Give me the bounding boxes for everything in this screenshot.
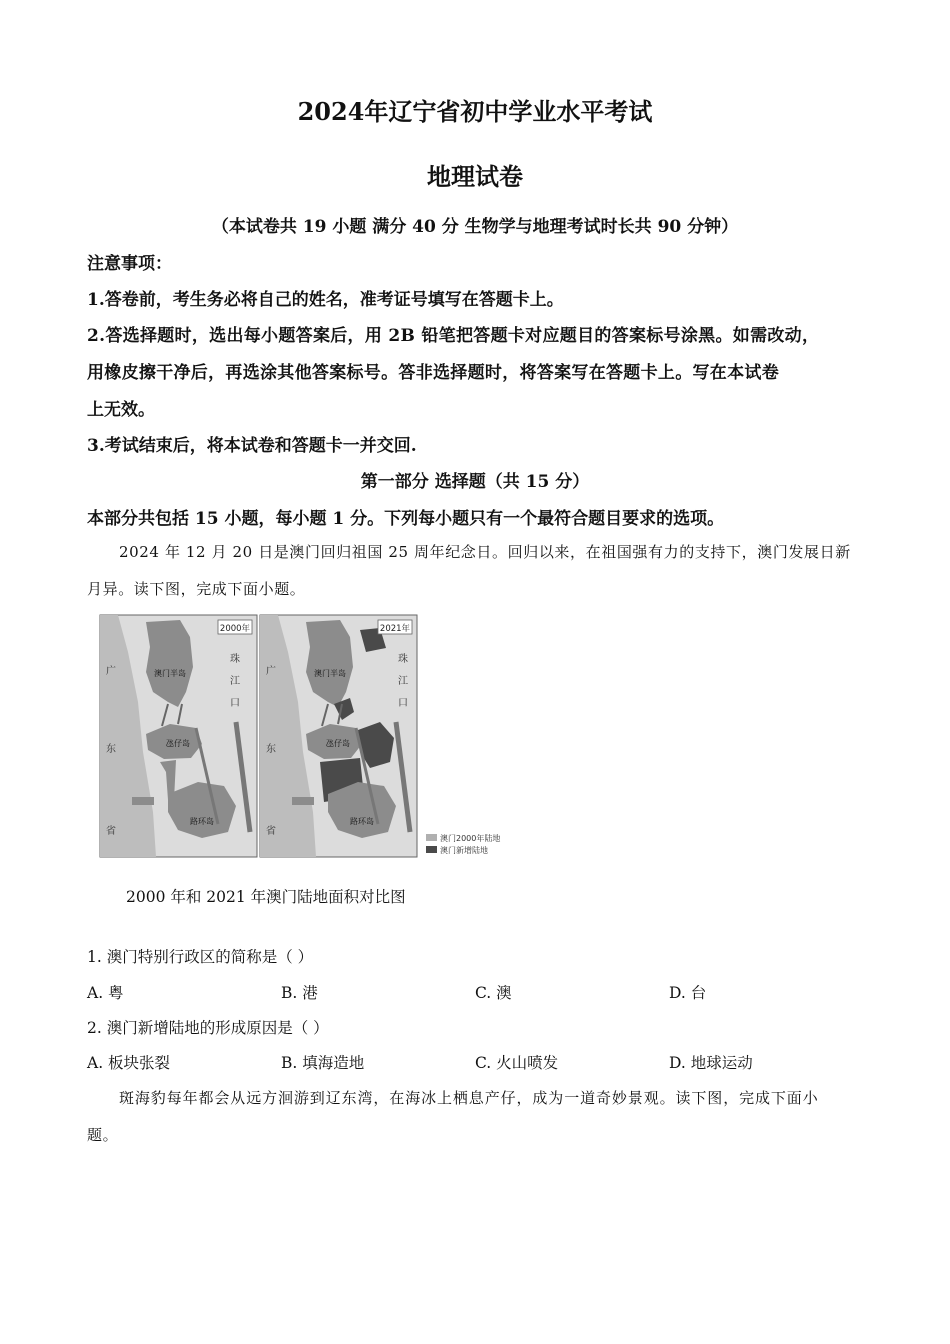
label-peninsula-left: 澳门半岛 [154, 669, 186, 678]
passage1-line-2: 月异。读下图，完成下面小题。 [87, 580, 306, 598]
label-taipa-right: 氹仔岛 [326, 739, 350, 748]
question-2-stem: 2. 澳门新增陆地的形成原因是（ ） [87, 1019, 329, 1037]
label-sheng-left: 省 [106, 826, 116, 837]
label-guang-left: 广 [106, 666, 116, 677]
label-jiang-left: 江 [230, 676, 240, 687]
notice-item-3: 3.考试结束后，将本试卷和答题卡一并交回. [87, 436, 417, 456]
question-2-option-a: A. 板块张裂 [87, 1054, 171, 1072]
coloane-land-2021 [328, 782, 396, 838]
question-2-option-c: C. 火山喷发 [475, 1054, 559, 1072]
exam-info: （本试卷共 19 小题 满分 40 分 生物学与地理考试时长共 90 分钟） [211, 217, 739, 237]
part1-intro: 本部分共包括 15 小题，每小题 1 分。下列每小题只有一个最符合题目要求的选项。 [87, 509, 725, 529]
label-peninsula-right: 澳门半岛 [314, 669, 346, 678]
map-legend [426, 833, 500, 855]
label-coloane-right: 路环岛 [350, 817, 374, 826]
exam-subtitle: 地理试卷 [427, 162, 523, 191]
question-1-stem: 1. 澳门特别行政区的简称是（ ） [87, 948, 314, 966]
notice-item-2-line-3: 上无效。 [87, 400, 155, 420]
legend-label-2000: 澳门2000年陆地 [440, 834, 501, 843]
map-panel-2021 [260, 615, 417, 857]
label-zhu-right: 珠 [398, 654, 408, 665]
label-guang-right: 广 [266, 666, 276, 677]
label-dong-left: 东 [106, 744, 116, 755]
year-label-2000: 2000年 [219, 624, 251, 634]
map-panel-2000 [100, 615, 257, 857]
macau-land-map-figure [98, 612, 538, 862]
notice-item-1: 1.答卷前，考生务必将自己的姓名，准考证号填写在答题卡上。 [87, 290, 564, 310]
legend-swatch-2000 [426, 834, 437, 841]
label-taipa-left: 氹仔岛 [166, 739, 190, 748]
question-1-option-a: A. 粤 [87, 984, 124, 1002]
year-label-2021: 2021年 [379, 624, 411, 634]
label-coloane-left: 路环岛 [190, 817, 214, 826]
label-kou-right: 口 [398, 698, 408, 709]
question-1-option-d: D. 台 [669, 984, 707, 1002]
part1-heading: 第一部分 选择题（共 15 分） [360, 472, 590, 492]
figure-caption: 2000 年和 2021 年澳门陆地面积对比图 [126, 888, 406, 906]
question-1-option-b: B. 港 [281, 984, 318, 1002]
notice-item-2-line-1: 2.答选择题时，选出每小题答案后，用 2B 铅笔把答题卡对应题目的答案标号涂黑。如需改动， [87, 326, 820, 346]
question-2-option-d: D. 地球运动 [669, 1054, 753, 1072]
question-2-option-b: B. 填海造地 [281, 1054, 365, 1072]
exam-title: 2024年辽宁省初中学业水平考试 [297, 97, 653, 126]
label-zhu-left: 珠 [230, 654, 240, 665]
label-sheng-right: 省 [266, 826, 276, 837]
passage2-line-2: 题。 [87, 1126, 119, 1144]
coloane-land-2000 [168, 782, 236, 838]
notice-item-2-line-2: 用橡皮擦干净后，再选涂其他答案标号。答非选择题时，将答案写在答题卡上。写在本试卷 [87, 363, 779, 383]
legend-swatch-new [426, 846, 437, 853]
passage1-line-1: 2024 年 12 月 20 日是澳门回归祖国 25 周年纪念日。回归以来，在祖国强有力的支持下，澳门发展日新 [119, 543, 851, 561]
notice-heading: 注意事项： [87, 254, 172, 274]
label-kou-left: 口 [230, 698, 240, 709]
question-1-option-c: C. 澳 [475, 984, 512, 1002]
legend-label-new: 澳门新增陆地 [440, 846, 488, 855]
passage2-line-1: 斑海豹每年都会从远方洄游到辽东湾，在海冰上栖息产仔，成为一道奇妙景观。读下图，完成下面小 [119, 1089, 819, 1107]
label-dong-right: 东 [266, 744, 276, 755]
label-jiang-right: 江 [398, 676, 408, 687]
